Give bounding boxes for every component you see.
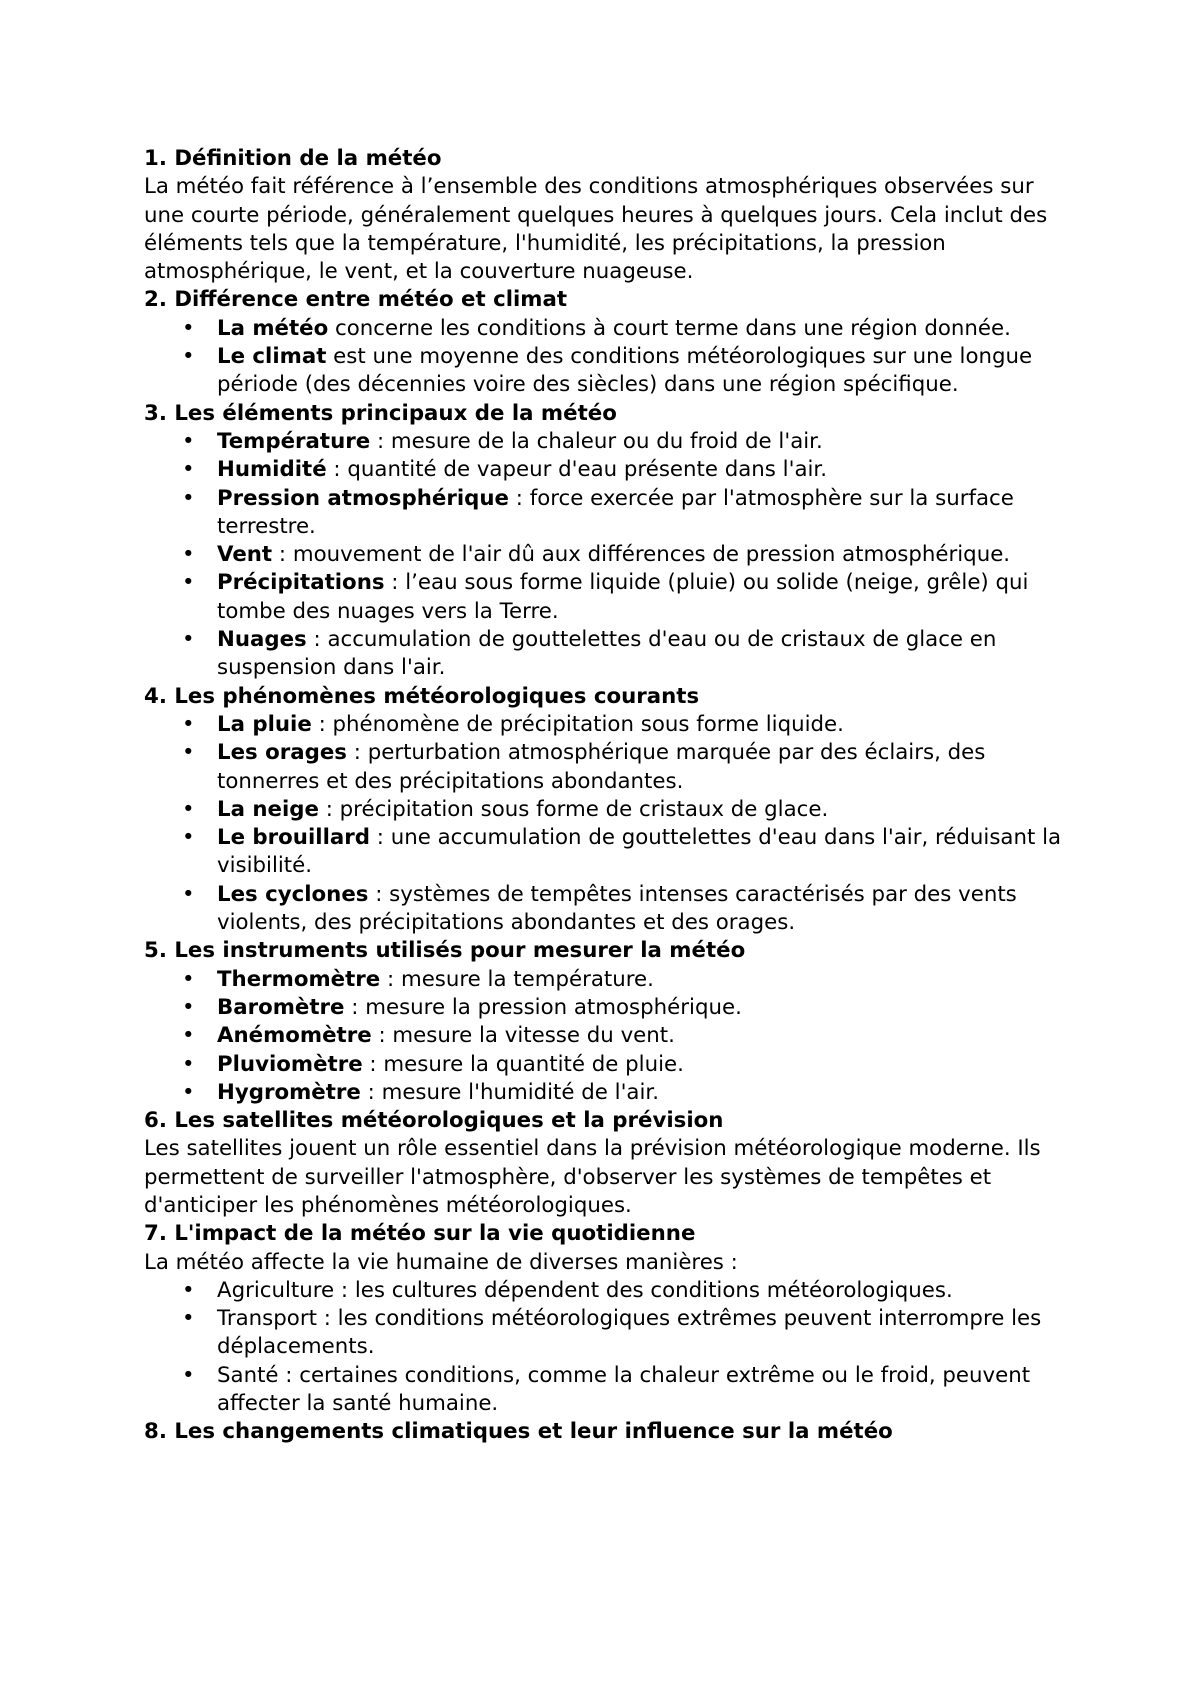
item-term: La pluie xyxy=(217,711,312,737)
list-item xyxy=(144,1305,1064,1362)
section-4 xyxy=(144,683,1064,938)
bullet-icon: • xyxy=(182,627,195,653)
section-heading: 6. Les satellites météorologiques et la prévision xyxy=(144,1108,724,1134)
section-heading: 2. Différence entre météo et climat xyxy=(144,287,568,313)
section-1 xyxy=(144,145,1064,286)
bullet-icon: • xyxy=(182,570,195,596)
bullet-list xyxy=(144,711,1064,937)
section-paragraph: La météo affecte la vie humaine de diverses manières : xyxy=(144,1249,738,1275)
list-item xyxy=(144,485,1064,542)
section-heading: 8. Les changements climatiques et leur influence sur la météo xyxy=(144,1419,893,1445)
bullet-icon: • xyxy=(182,966,195,992)
bullet-icon: • xyxy=(182,485,195,511)
section-6 xyxy=(144,1107,1064,1220)
list-item xyxy=(144,343,1064,400)
bullet-icon: • xyxy=(182,542,195,568)
item-text: : systèmes de tempêtes intenses caractérisés par des vents violents, des précipitations abondantes et des orages. xyxy=(217,881,1017,936)
section-paragraph: La météo fait référence à l’ensemble des conditions atmosphériques observées sur une courte période, généralement quelques heures à quelques jours. Cela inclut des éléments tels que la température, l'humidité, les précipitations, la pression atmosphérique, le vent, et la couverture nuageuse. xyxy=(144,174,1048,285)
list-item xyxy=(144,456,1064,484)
item-term: Les cyclones xyxy=(217,881,369,907)
bullet-list xyxy=(144,428,1064,683)
list-item xyxy=(144,1051,1064,1079)
bullet-icon: • xyxy=(182,1051,195,1077)
list-item xyxy=(144,569,1064,626)
item-text: concerne les conditions à court terme dans une région donnée. xyxy=(328,315,1011,341)
item-term: Hygromètre xyxy=(217,1079,361,1105)
list-item xyxy=(144,1022,1064,1050)
list-item xyxy=(144,315,1064,343)
item-text: est une moyenne des conditions météorologiques sur une longue période (des décennies voire des siècles) dans une région spécifique. xyxy=(217,344,1033,398)
item-text: : mesure l'humidité de l'air. xyxy=(360,1079,659,1105)
item-text: Transport : les conditions météorologiques extrêmes peuvent interrompre les déplacements. xyxy=(217,1306,1042,1360)
section-paragraph: Les satellites jouent un rôle essentiel dans la prévision météorologique moderne. Ils permettent de surveiller l'atmosphère, d'observer les systèmes de tempêtes et d'anticiper les phénomènes météorologiques. xyxy=(144,1136,1041,1218)
item-term: Le climat xyxy=(217,344,327,370)
section-8 xyxy=(144,1418,1064,1446)
bullet-list xyxy=(144,966,1064,1107)
bullet-icon: • xyxy=(182,1023,195,1049)
item-term: Le brouillard xyxy=(217,825,370,851)
bullet-icon: • xyxy=(182,1362,195,1388)
bullet-icon: • xyxy=(182,1079,195,1105)
section-3 xyxy=(144,400,1064,683)
item-term: Vent xyxy=(217,542,273,568)
list-item xyxy=(144,626,1064,683)
item-text: Agriculture : les cultures dépendent des conditions météorologiques. xyxy=(217,1277,953,1303)
item-term: Humidité xyxy=(217,457,327,483)
section-heading: 7. L'impact de la météo sur la vie quotidienne xyxy=(144,1221,696,1247)
item-text: : perturbation atmosphérique marquée par des éclairs, des tonnerres et des précipitations abondantes. xyxy=(217,740,986,794)
bullet-icon: • xyxy=(182,344,195,370)
item-term: La météo xyxy=(217,315,329,341)
item-text: : mesure la quantité de pluie. xyxy=(362,1051,684,1077)
item-text: : accumulation de gouttelettes d'eau ou de cristaux de glace en suspension dans l'air. xyxy=(217,627,997,681)
item-term: La neige xyxy=(217,796,319,822)
item-text: : mesure la pression atmosphérique. xyxy=(344,994,742,1020)
item-text: : l’eau sous forme liquide (pluie) ou solide (neige, grêle) qui tombe des nuages vers la Terre. xyxy=(217,570,1029,624)
list-item xyxy=(144,824,1064,881)
item-text: : force exercée par l'atmosphère sur la surface terrestre. xyxy=(217,485,1014,539)
item-text: Santé : certaines conditions, comme la chaleur extrême ou le froid, peuvent affecter la santé humaine. xyxy=(217,1362,1031,1417)
item-text: : quantité de vapeur d'eau présente dans l'air. xyxy=(326,457,827,483)
bullet-icon: • xyxy=(182,457,195,483)
list-item xyxy=(144,994,1064,1022)
item-term: Pluviomètre xyxy=(217,1051,363,1077)
item-term: Anémomètre xyxy=(217,1023,372,1049)
bullet-list xyxy=(144,1277,1064,1418)
item-text: : mesure de la chaleur ou du froid de l'air. xyxy=(370,428,823,454)
list-item xyxy=(144,1362,1064,1419)
bullet-icon: • xyxy=(182,994,195,1020)
bullet-icon: • xyxy=(182,711,195,737)
item-term: Thermomètre xyxy=(217,966,381,992)
list-item xyxy=(144,881,1064,938)
bullet-icon: • xyxy=(182,1277,195,1303)
bullet-icon: • xyxy=(182,740,195,766)
bullet-icon: • xyxy=(182,881,195,907)
item-text: : mouvement de l'air dû aux différences de pression atmosphérique. xyxy=(272,542,1011,568)
list-item xyxy=(144,739,1064,796)
item-term: Baromètre xyxy=(217,994,345,1020)
item-text: : mesure la vitesse du vent. xyxy=(371,1023,675,1049)
item-term: Température xyxy=(217,428,371,454)
section-heading: 3. Les éléments principaux de la météo xyxy=(144,400,617,426)
section-2 xyxy=(144,286,1064,399)
bullet-icon: • xyxy=(182,825,195,851)
item-term: Les orages xyxy=(217,740,347,766)
bullet-icon: • xyxy=(182,428,195,454)
item-term: Précipitations xyxy=(217,570,385,596)
list-item xyxy=(144,796,1064,824)
item-text: : précipitation sous forme de cristaux de glace. xyxy=(318,796,829,822)
list-item xyxy=(144,966,1064,994)
item-term: Nuages xyxy=(217,627,307,653)
item-text: : mesure la température. xyxy=(380,966,654,992)
item-text: : une accumulation de gouttelettes d'eau dans l'air, réduisant la visibilité. xyxy=(217,825,1062,879)
bullet-icon: • xyxy=(182,796,195,822)
document-page xyxy=(144,145,1064,1447)
bullet-list xyxy=(144,315,1064,400)
item-term: Pression atmosphérique xyxy=(217,485,509,511)
bullet-icon: • xyxy=(182,1306,195,1332)
list-item xyxy=(144,1277,1064,1305)
section-5 xyxy=(144,937,1064,1107)
list-item xyxy=(144,1079,1064,1107)
section-heading: 5. Les instruments utilisés pour mesurer la météo xyxy=(144,938,746,964)
section-7 xyxy=(144,1220,1064,1418)
item-text: : phénomène de précipitation sous forme liquide. xyxy=(311,711,844,737)
list-item xyxy=(144,711,1064,739)
list-item xyxy=(144,541,1064,569)
list-item xyxy=(144,428,1064,456)
section-heading: 4. Les phénomènes météorologiques courants xyxy=(144,683,700,709)
bullet-icon: • xyxy=(182,315,195,341)
section-heading: 1. Définition de la météo xyxy=(144,146,442,171)
